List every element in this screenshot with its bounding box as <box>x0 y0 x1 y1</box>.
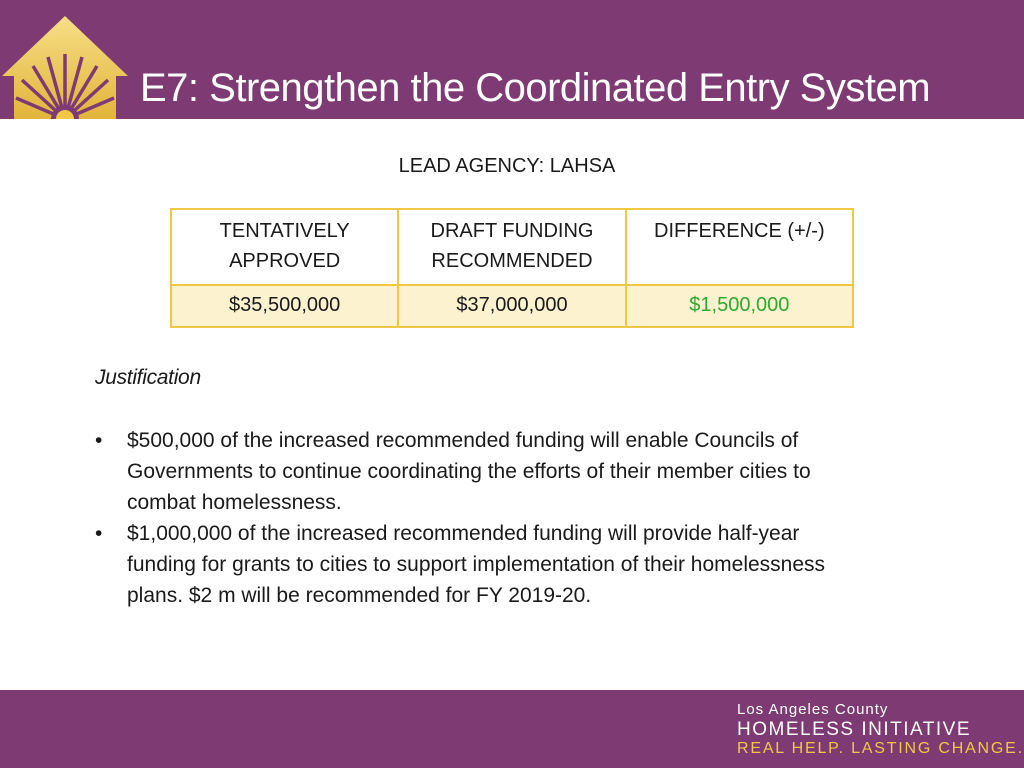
footer-brand <box>737 702 1024 757</box>
page-title: E7: Strengthen the Coordinated Entry System <box>140 66 931 110</box>
tentatively-approved-value: $35,500,000 <box>171 285 398 327</box>
funding-table <box>170 208 854 328</box>
table-header-row <box>171 209 853 285</box>
list-item <box>95 518 935 611</box>
bullet-dot-icon: • <box>95 429 103 452</box>
justification-heading: Justification <box>95 366 201 389</box>
list-item <box>95 425 935 518</box>
header-line: RECOMMENDED <box>431 250 593 272</box>
header-difference <box>626 209 853 285</box>
header-bar <box>0 0 1024 119</box>
brand-tagline: REAL HELP. LASTING CHANGE. <box>737 740 1024 757</box>
brand-initiative: HOMELESS INITIATIVE <box>737 719 972 740</box>
sunburst-house-icon <box>0 14 130 119</box>
header-line: TENTATIVELY <box>219 220 350 242</box>
brand-county: Los Angeles County <box>737 701 889 718</box>
draft-funding-value: $37,000,000 <box>398 285 625 327</box>
bullet-line: $1,000,000 of the increased recommended funding will provide half-year <box>127 522 800 545</box>
bullet-line: $500,000 of the increased recommended funding will enable Councils of <box>127 429 799 452</box>
bullet-line: funding for grants to cities to support implementation of their homelessness <box>127 553 826 576</box>
header-line: DRAFT FUNDING <box>430 220 594 242</box>
justification-list <box>95 425 935 611</box>
bullet-dot-icon: • <box>95 522 103 545</box>
header-draft-funding <box>398 209 625 285</box>
table-row <box>171 285 853 327</box>
bullet-line: combat homelessness. <box>127 491 342 514</box>
bullet-line: Governments to continue coordinating the efforts of their member cities to <box>127 460 811 483</box>
lead-agency-label: LEAD AGENCY: LAHSA <box>398 155 616 177</box>
difference-value: $1,500,000 <box>626 285 853 327</box>
header-tentatively-approved <box>171 209 398 285</box>
header-line: APPROVED <box>229 250 341 272</box>
bullet-line: plans. $2 m will be recommended for FY 2019-20. <box>127 584 592 607</box>
header-line: DIFFERENCE (+/-) <box>654 220 825 242</box>
